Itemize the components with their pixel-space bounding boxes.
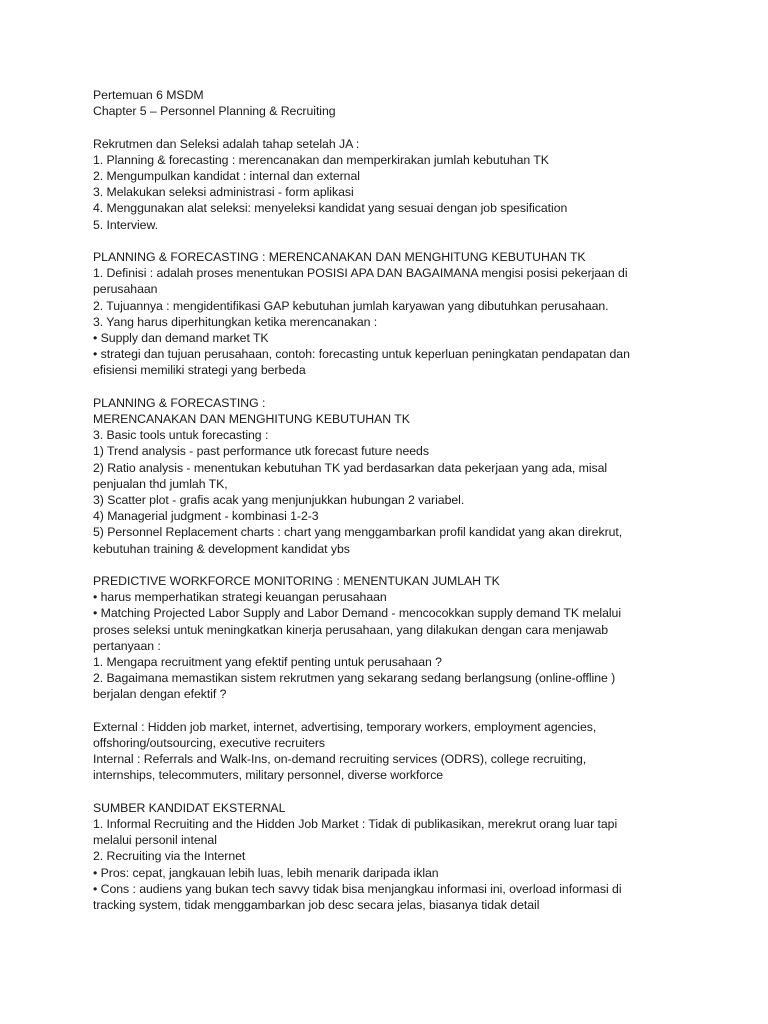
intro-item: 2. Mengumpulkan kandidat : internal dan external (93, 169, 360, 183)
chapter-title: Chapter 5 – Personnel Planning & Recruiting (93, 104, 336, 119)
text-line: efisiensi memiliki strategi yang berbeda (93, 363, 306, 378)
text-line: melalui personil intenal (93, 833, 217, 848)
intro-item: 1. Planning & forecasting : merencanakan dan memperkirakan jumlah kebutuhan TK (93, 152, 549, 167)
document-header (93, 87, 733, 119)
intro-section (93, 136, 733, 233)
text-line: Internal : Referrals and Walk-Ins, on-demand recruiting services (ODRS), college recruiting, (93, 752, 587, 767)
section-subheading: MERENCANAKAN DAN MENGHITUNG KEBUTUHAN TK (93, 412, 410, 427)
text-line: internships, telecommuters, military personnel, diverse workforce (93, 768, 444, 783)
text-line: kebutuhan training & development kandidat ybs (93, 541, 350, 556)
text-line: berjalan dengan efektif ? (93, 687, 227, 702)
intro-item: 3. Melakukan seleksi administrasi - form aplikasi (93, 185, 354, 200)
text-line: penjualan thd jumlah TK, (93, 476, 228, 491)
text-line: 2. Bagaimana memastikan sistem rekrutmen yang sekarang sedang berlangsung (online-offline ) (93, 671, 616, 686)
bullet-line: • Matching Projected Labor Supply and Labor Demand - mencocokkan supply demand TK melalui (93, 606, 622, 621)
text-line: 2) Ratio analysis - menentukan kebutuhan TK yad berdasarkan data pekerjaan yang ada, misal (93, 460, 608, 475)
text-line: 1. Informal Recruiting and the Hidden Job Market : Tidak di publikasikan, merekrut orang luar tapi (93, 817, 618, 832)
text-line: 5) Personnel Replacement charts : chart yang menggambarkan profil kandidat yang akan direkrut, (93, 525, 623, 540)
predictive-section (93, 573, 733, 703)
bullet-line: • strategi dan tujuan perusahaan, contoh: forecasting untuk keperluan peningkatan pendapatan dan (93, 347, 630, 362)
section-heading: PREDICTIVE WORKFORCE MONITORING : MENENTUKAN JUMLAH TK (93, 574, 500, 589)
text-line: External : Hidden job market, internet, advertising, temporary workers, employment agencies, (93, 719, 597, 734)
meeting-title: Pertemuan 6 MSDM (93, 88, 204, 102)
text-line: 2. Recruiting via the Internet (93, 849, 246, 864)
intro-item: 5. Interview. (93, 217, 158, 232)
bullet-line: • Pros: cepat, jangkauan lebih luas, lebih menarik daripada iklan (93, 865, 439, 880)
intro-item: 4. Menggunakan alat seleksi: menyeleksi kandidat yang sesuai dengan job spesification (93, 201, 568, 216)
section-heading: PLANNING & FORECASTING : MERENCANAKAN DAN MENGHITUNG KEBUTUHAN TK (93, 250, 586, 264)
text-line: 2. Tujuannya : mengidentifikasi GAP kebutuhan jumlah karyawan yang dibutuhkan perusahaan. (93, 298, 609, 313)
text-line: pertanyaan : (93, 638, 161, 653)
text-line: 3. Basic tools untuk forecasting : (93, 428, 269, 443)
text-line: offshoring/outsourcing, executive recruiters (93, 736, 326, 751)
text-line: 3. Yang harus diperhitungkan ketika merencanakan : (93, 314, 378, 329)
external-sources-section (93, 800, 733, 913)
section-heading: SUMBER KANDIDAT EKSTERNAL (93, 800, 286, 815)
text-line: 1. Mengapa recruitment yang efektif penting untuk perusahaan ? (93, 655, 442, 670)
text-line: proses seleksi untuk meningkatkan kinerja perusahaan, yang dilakukan dengan cara menjawab (93, 622, 609, 637)
text-line: 4) Managerial judgment - kombinasi 1-2-3 (93, 509, 319, 524)
sources-section (93, 719, 733, 784)
text-line: 1. Definisi : adalah proses menentukan POSISI APA DAN BAGAIMANA mengisi posisi pekerjaan di (93, 266, 628, 281)
section-heading: PLANNING & FORECASTING : (93, 395, 266, 410)
text-line: 3) Scatter plot - grafis acak yang menjunjukkan hubungan 2 variabel. (93, 493, 465, 508)
planning-section-2 (93, 395, 733, 557)
document-page (93, 87, 733, 913)
planning-section-1 (93, 249, 733, 379)
text-line: perusahaan (93, 282, 158, 297)
bullet-line: • Supply dan demand market TK (93, 331, 269, 346)
bullet-line: • Cons : audiens yang bukan tech savvy tidak bisa menjangkau informasi ini, overload informasi di (93, 881, 622, 896)
intro-lead: Rekrutmen dan Seleksi adalah tahap setelah JA : (93, 136, 360, 151)
text-line: tracking system, tidak menggambarkan job desc secara jelas, biasanya tidak detail (93, 898, 540, 913)
text-line: 1) Trend analysis - past performance utk forecast future needs (93, 444, 429, 459)
bullet-line: • harus memperhatikan strategi keuangan perusahaan (93, 590, 387, 605)
